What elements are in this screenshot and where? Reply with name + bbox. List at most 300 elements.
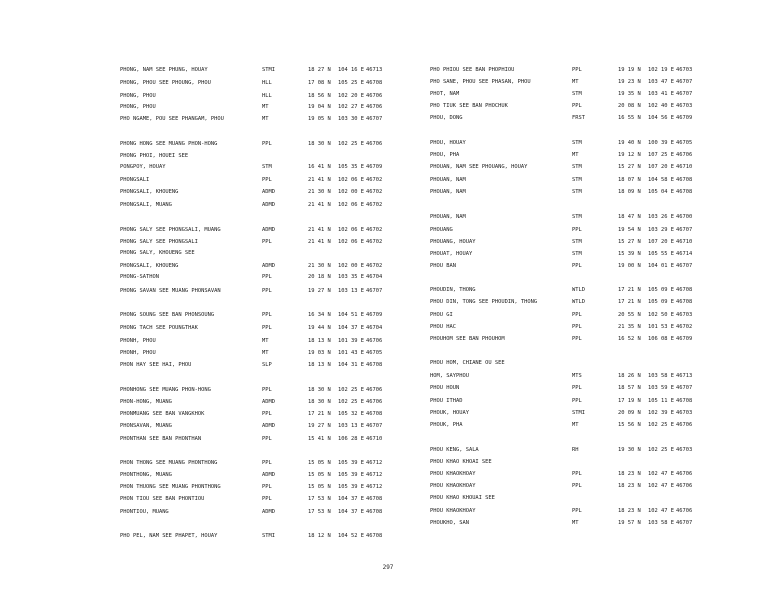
entry-designation: STM [572,91,582,97]
entry-ref: 46703 [676,67,693,73]
entry-designation: MT [572,422,579,428]
entry-designation: MT [572,520,579,526]
entry-name: PHOU GI [430,312,453,318]
entry-lon: 104 51 E [338,312,364,318]
entry-designation: PPL [572,398,582,404]
entry-ref: 46712 [366,472,383,478]
entry-lat: 20 08 N [618,103,641,109]
entry-lat: 19 44 N [308,325,331,331]
entry-lon: 104 01 E [648,263,674,269]
entry-designation: STM [572,140,582,146]
entry-name: PHONTHAN SEE BAN PHONTHAN [120,436,202,442]
entry-lon: 105 11 E [648,398,674,404]
entry-ref: 46705 [366,350,383,356]
entry-lon: 102 25 E [648,447,674,453]
entry-designation: HLL [262,80,272,86]
entry-lat: 19 00 N [618,263,641,269]
entry-lat: 19 19 N [618,67,641,73]
entry-ref: 46706 [366,93,383,99]
entry-lat: 15 27 N [618,164,641,170]
entry-name: PHONGSALI, KHOUENG [120,263,179,269]
entry-ref: 46707 [676,263,693,269]
entry-name: PHONG PHOI, HOUEI SEE [120,153,189,159]
entry-ref: 46704 [366,274,383,280]
entry-lon: 103 30 E [338,116,364,122]
entry-lat: 17 19 N [618,398,641,404]
entry-lon: 105 09 E [648,287,674,293]
entry-ref: 46707 [676,79,693,85]
entry-lon: 104 31 E [338,362,364,368]
entry-designation: STMI [572,410,585,416]
entry-name: PHONGSALI, KHOUENG [120,189,179,195]
entry-name: PHONGSALI, MUANG [120,202,172,208]
entry-name: PHOU HOUN [430,385,460,391]
entry-name: PHOU DIN, TONG SEE PHOUDIN, THONG [430,299,538,305]
entry-ref: 46707 [676,227,693,233]
entry-lon: 104 37 E [338,509,364,515]
entry-name: PHONG, PHOU [120,104,156,110]
entry-designation: PPL [262,274,272,280]
entry-name: PHONG SALY SEE PHONGSALI [120,239,198,245]
entry-lat: 19 04 N [308,104,331,110]
entry-name: PHOU BAN [430,263,456,269]
entry-ref: 46708 [676,287,693,293]
entry-designation: MT [262,338,269,344]
entry-lat: 19 54 N [618,227,641,233]
entry-lon: 104 37 E [338,325,364,331]
entry-ref: 46707 [366,288,383,294]
entry-lat: 21 30 N [308,189,331,195]
entry-lon: 107 25 E [648,152,674,158]
entry-name: PHOU, PHA [430,152,460,158]
entry-lon: 102 47 E [648,483,674,489]
entry-designation: STM [572,239,582,245]
entry-ref: 46706 [676,422,693,428]
entry-designation: PPL [262,239,272,245]
entry-lon: 105 09 E [648,299,674,305]
entry-lon: 101 53 E [648,324,674,330]
entry-designation: MT [572,152,579,158]
entry-lat: 15 05 N [308,472,331,478]
entry-ref: 46703 [676,103,693,109]
entry-lon: 105 39 E [338,472,364,478]
entry-designation: ADMD [262,423,275,429]
entry-ref: 46706 [676,483,693,489]
entry-designation: PPL [572,385,582,391]
entry-designation: ADMD [262,189,275,195]
entry-ref: 46705 [676,140,693,146]
entry-designation: PPL [572,508,582,514]
entry-ref: 46706 [366,338,383,344]
entry-lon: 102 27 E [338,104,364,110]
entry-name: PHOUHOM SEE BAN PHOUHOM [430,336,505,342]
entry-lat: 17 21 N [308,411,331,417]
entry-lat: 19 35 N [618,91,641,97]
entry-lat: 16 55 N [618,115,641,121]
entry-ref: 46707 [366,116,383,122]
entry-name: PHONMUANG SEE BAN VANGKHOK [120,411,205,417]
entry-name: PHOUK, PHA [430,422,463,428]
entry-designation: ADMD [262,227,275,233]
entry-name: PHOU HAC [430,324,456,330]
entry-ref: 46702 [366,177,383,183]
entry-lat: 18 13 N [308,362,331,368]
entry-lon: 103 59 E [648,385,674,391]
entry-lon: 107 20 E [648,239,674,245]
entry-lat: 20 18 N [308,274,331,280]
entry-name: PHONHONG SEE MUANG PHON-HONG [120,387,211,393]
entry-lon: 102 00 E [338,263,364,269]
entry-designation: MT [262,350,269,356]
entry-name: PHOU ITHAD [430,398,463,404]
entry-lat: 19 05 N [308,116,331,122]
entry-lat: 17 21 N [618,299,641,305]
entry-designation: PPL [262,177,272,183]
entry-lat: 18 13 N [308,338,331,344]
entry-lon: 102 00 E [338,189,364,195]
entry-lon: 102 25 E [648,422,674,428]
entry-lat: 16 52 N [618,336,641,342]
entry-name: PHONG, NAM SEE PHUNG, HOUAY [120,67,208,73]
entry-designation: ADMD [262,472,275,478]
entry-lon: 102 06 E [338,239,364,245]
entry-lat: 18 56 N [308,93,331,99]
entry-designation: PPL [262,288,272,294]
entry-designation: HLL [262,93,272,99]
entry-ref: 46700 [676,214,693,220]
entry-name: PHONH, PHOU [120,350,156,356]
entry-lon: 102 40 E [648,103,674,109]
entry-ref: 46706 [676,471,693,477]
entry-ref: 46702 [366,202,383,208]
entry-designation: ADMD [262,202,275,208]
entry-name: PHONGSALI [120,177,150,183]
entry-lat: 18 30 N [308,387,331,393]
entry-ref: 46706 [366,141,383,147]
entry-lon: 104 58 E [648,177,674,183]
entry-lon: 102 25 E [338,141,364,147]
entry-lat: 15 27 N [618,239,641,245]
entry-designation: PPL [262,496,272,502]
entry-lat: 18 23 N [618,483,641,489]
entry-name: PHOU KHAOKHOAY [430,471,476,477]
entry-name: PHONG SALY SEE PHONGSALI, MUANG [120,227,221,233]
entry-name: PHONG, PHOU SEE PHOUNG, PHOU [120,80,211,86]
entry-lon: 103 26 E [648,214,674,220]
entry-name: PHOU KHAOKHOAY [430,508,476,514]
entry-name: PHON-HONG, MUANG [120,399,172,405]
entry-designation: MT [572,79,579,85]
entry-name: PHONG HONG SEE MUANG PHON-HONG [120,141,218,147]
entry-designation: STM [572,214,582,220]
entry-name: PHONTHONG, MUANG [120,472,172,478]
entry-lon: 102 50 E [648,312,674,318]
entry-lon: 102 39 E [648,410,674,416]
entry-ref: 46706 [676,508,693,514]
entry-lat: 19 30 N [618,447,641,453]
entry-name: PHONG SOUNG SEE BAN PHONSOUNG [120,312,215,318]
entry-lon: 106 28 E [338,436,364,442]
entry-lat: 18 30 N [308,399,331,405]
entry-name: PHOUANG [430,227,453,233]
entry-ref: 46708 [366,496,383,502]
entry-lat: 18 23 N [618,508,641,514]
entry-designation: PPL [572,483,582,489]
entry-ref: 46708 [676,398,693,404]
entry-lon: 102 06 E [338,177,364,183]
entry-lon: 103 58 E [648,520,674,526]
entry-ref: 46706 [366,399,383,405]
entry-lon: 105 04 E [648,189,674,195]
entry-ref: 46703 [676,410,693,416]
entry-designation: STM [572,189,582,195]
entry-lon: 103 13 E [338,288,364,294]
entry-lon: 102 20 E [338,93,364,99]
entry-lon: 103 35 E [338,274,364,280]
entry-lon: 103 29 E [648,227,674,233]
entry-lat: 15 56 N [618,422,641,428]
entry-designation: PPL [262,411,272,417]
entry-lat: 21 41 N [308,202,331,208]
entry-ref: 46706 [366,387,383,393]
entry-name: PHOUKHO, SAN [430,520,469,526]
entry-name: PHO PEL, NAM SEE PHAPET, HOUAY [120,533,218,539]
entry-designation: MTS [572,373,582,379]
entry-designation: PPL [262,460,272,466]
entry-lat: 21 41 N [308,177,331,183]
entry-ref: 46709 [366,164,383,170]
entry-designation: PPL [262,484,272,490]
entry-designation: ADMD [262,509,275,515]
entry-name: PHOUAN, NAM [430,189,466,195]
entry-lat: 16 34 N [308,312,331,318]
entry-lon: 104 52 E [338,533,364,539]
entry-ref: 46708 [366,533,383,539]
entry-designation: PPL [572,263,582,269]
entry-designation: PPL [262,436,272,442]
entry-ref: 46703 [676,312,693,318]
entry-name: PHONH, PHOU [120,338,156,344]
entry-designation: ADMD [262,399,275,405]
entry-lat: 19 40 N [618,140,641,146]
entry-name: PHON THUONG SEE MUANG PHONTHONG [120,484,221,490]
entry-ref: 46710 [676,239,693,245]
entry-designation: PPL [262,141,272,147]
entry-name: PHON TIOU SEE BAN PHONTIOU [120,496,205,502]
entry-designation: FRST [572,115,585,121]
entry-lon: 102 06 E [338,227,364,233]
entry-lat: 18 26 N [618,373,641,379]
entry-name: PHO SANE, PHOU SEE PHASAN, PHOU [430,79,531,85]
entry-ref: 46708 [676,177,693,183]
entry-lat: 18 09 N [618,189,641,195]
entry-name: PHONG-SATHON [120,274,159,280]
entry-designation: PPL [572,103,582,109]
entry-ref: 46712 [366,460,383,466]
entry-ref: 46707 [366,423,383,429]
entry-lat: 19 27 N [308,423,331,429]
entry-lat: 19 03 N [308,350,331,356]
entry-lat: 17 21 N [618,287,641,293]
entry-lon: 102 25 E [338,399,364,405]
entry-designation: PPL [572,67,582,73]
entry-ref: 46706 [366,104,383,110]
entry-ref: 46702 [366,239,383,245]
entry-ref: 46706 [676,152,693,158]
entry-designation: MT [262,104,269,110]
entry-lat: 19 27 N [308,288,331,294]
entry-lon: 101 43 E [338,350,364,356]
entry-ref: 46707 [676,91,693,97]
entry-ref: 46710 [366,436,383,442]
entry-ref: 46704 [366,325,383,331]
entry-lon: 103 58 E [648,373,674,379]
entry-designation: SLP [262,362,272,368]
entry-lon: 103 41 E [648,91,674,97]
entry-name: PHO NGAME, POU SEE PHANGAM, PHOU [120,116,224,122]
entry-lat: 18 23 N [618,471,641,477]
entry-designation: STMI [262,533,275,539]
entry-designation: PPL [572,324,582,330]
entry-lat: 15 05 N [308,484,331,490]
entry-lat: 15 05 N [308,460,331,466]
entry-name: PONGPOY, HOUAY [120,164,166,170]
entry-name: PHON THONG SEE MUANG PHONTHONG [120,460,218,466]
entry-lat: 17 53 N [308,509,331,515]
entry-lat: 21 41 N [308,227,331,233]
entry-ref: 46714 [676,251,693,257]
entry-ref: 46708 [366,80,383,86]
entry-designation: PPL [572,336,582,342]
entry-designation: STM [572,251,582,257]
entry-lon: 102 47 E [648,508,674,514]
entry-ref: 46710 [676,164,693,170]
entry-lon: 105 32 E [338,411,364,417]
entry-name: PHOU KENG, SALA [430,447,479,453]
entry-name: PHOUAN, NAM [430,177,466,183]
entry-name: PHONSAVAN, MUANG [120,423,172,429]
entry-ref: 46708 [366,411,383,417]
page-number: 297 [382,564,394,571]
entry-name: PHONG TACH SEE POUNGTHAK [120,325,198,331]
entry-name: PHOUDIN, THONG [430,287,476,293]
entry-designation: WTLD [572,299,585,305]
entry-ref: 46702 [366,189,383,195]
entry-name: PHOU KHAOKHOAY [430,483,476,489]
entry-ref: 46708 [676,299,693,305]
entry-lon: 100 39 E [648,140,674,146]
entry-ref: 46713 [676,373,693,379]
entry-lon: 103 13 E [338,423,364,429]
entry-ref: 46708 [366,509,383,515]
entry-name: PHOU KHAO KHOAI SEE [430,459,492,465]
entry-name: PHOUAN, NAM [430,214,466,220]
entry-name: PHONG SALY, KHOUENG SEE [120,250,195,256]
entry-lon: 105 39 E [338,460,364,466]
entry-lat: 21 41 N [308,239,331,245]
entry-ref: 46707 [676,520,693,526]
entry-lon: 104 56 E [648,115,674,121]
entry-ref: 46702 [366,263,383,269]
entry-designation: PPL [262,325,272,331]
entry-lat: 18 12 N [308,533,331,539]
entry-ref: 46703 [676,447,693,453]
entry-ref: 46709 [676,115,693,121]
entry-lat: 18 30 N [308,141,331,147]
entry-name: PHONTIOU, MUANG [120,509,169,515]
entry-designation: PPL [572,471,582,477]
entry-name: PHOU, HOUAY [430,140,466,146]
entry-designation: WTLD [572,287,585,293]
entry-lat: 17 53 N [308,496,331,502]
entry-designation: RH [572,447,579,453]
entry-ref: 46707 [676,385,693,391]
entry-name: PHOU, DONG [430,115,463,121]
entry-lon: 101 39 E [338,338,364,344]
entry-designation: STM [262,164,272,170]
entry-lon: 106 08 E [648,336,674,342]
entry-ref: 46713 [366,67,383,73]
entry-name: PHOUANG, HOUAY [430,239,476,245]
entry-lon: 102 25 E [338,387,364,393]
entry-ref: 46709 [366,312,383,318]
entry-designation: PPL [572,312,582,318]
entry-lon: 104 37 E [338,496,364,502]
entry-lat: 17 08 N [308,80,331,86]
entry-lon: 107 20 E [648,164,674,170]
entry-designation: PPL [572,227,582,233]
entry-lat: 19 23 N [618,79,641,85]
entry-name: PHOU KHAO KHOUAI SEE [430,495,495,501]
entry-designation: ADMD [262,263,275,269]
entry-ref: 46702 [676,324,693,330]
entry-lon: 105 25 E [338,80,364,86]
entry-name: PHO PHIOU SEE BAN PHOPHIOU [430,67,515,73]
entry-lat: 15 39 N [618,251,641,257]
entry-ref: 46702 [366,227,383,233]
entry-lat: 21 30 N [308,263,331,269]
entry-lat: 20 09 N [618,410,641,416]
entry-name: PHOU HOM, CHIANE OU SEE [430,360,505,366]
entry-ref: 46709 [676,336,693,342]
entry-name: PHONG SAVAN SEE MUANG PHONSAVAN [120,288,221,294]
entry-name: PHOT, NAM [430,91,460,97]
entry-lon: 105 39 E [338,484,364,490]
entry-lon: 102 19 E [648,67,674,73]
entry-lat: 18 57 N [618,385,641,391]
entry-lon: 104 16 E [338,67,364,73]
entry-lon: 103 47 E [648,79,674,85]
entry-lon: 105 35 E [338,164,364,170]
entry-designation: MT [262,116,269,122]
entry-lon: 102 06 E [338,202,364,208]
entry-name: HOM, SAYPHOU [430,373,469,379]
entry-name: PHOUAT, HOUAY [430,251,473,257]
entry-ref: 46708 [366,362,383,368]
entry-name: PHOUK, HOUAY [430,410,469,416]
entry-lat: 15 41 N [308,436,331,442]
entry-designation: STM [572,177,582,183]
entry-name: PHO TIUK SEE BAN PHOCHUK [430,103,508,109]
entry-lon: 102 47 E [648,471,674,477]
entry-ref: 46712 [366,484,383,490]
entry-lat: 18 27 N [308,67,331,73]
entry-lat: 18 07 N [618,177,641,183]
entry-designation: PPL [262,387,272,393]
entry-lat: 21 35 N [618,324,641,330]
entry-lat: 18 47 N [618,214,641,220]
entry-designation: STMI [262,67,275,73]
